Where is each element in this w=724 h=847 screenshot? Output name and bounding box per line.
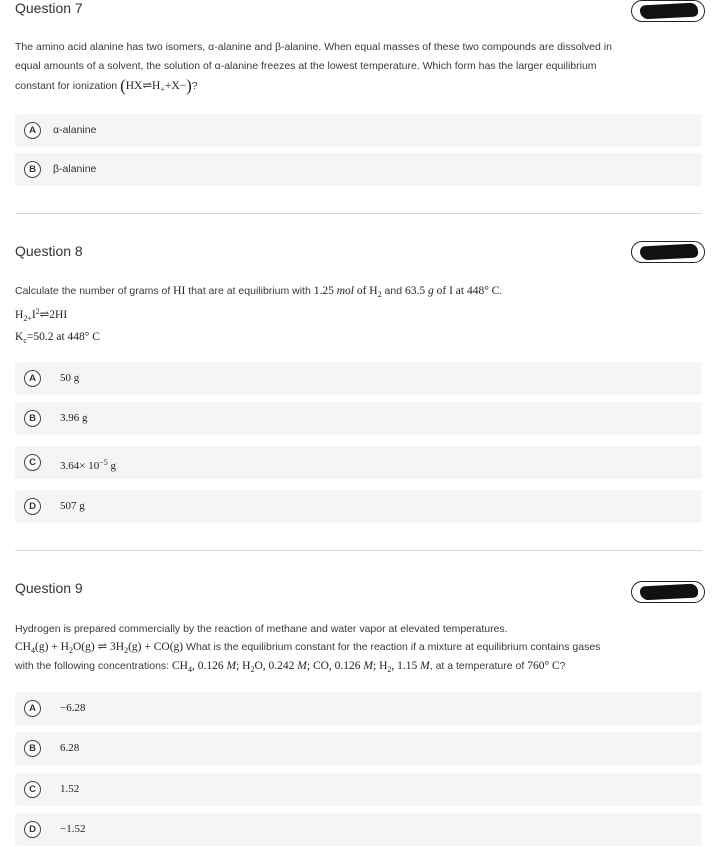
option-label: β-alanine	[53, 163, 97, 175]
option-label: −1.52	[60, 823, 86, 835]
option-label: $3.64\times 10^{-5}$ g	[60, 458, 116, 472]
redaction-blot	[631, 581, 705, 603]
ionization-formula: $HX\rightleftharpoons H_++X-$	[125, 80, 187, 94]
question-9-text-line-1: Hydrogen is prepared commercially by the reaction of methane and water vapor at elevated temperatures.	[15, 623, 508, 635]
question-7-title: Question 7	[15, 0, 83, 16]
methane-reaction-equation: $CH_4(g) + H_2O(g)$ ⇌ $3H_2(g) + CO(g)$	[15, 641, 184, 655]
answer-option-a[interactable]	[15, 362, 702, 395]
answer-option-d[interactable]	[15, 813, 702, 846]
answer-option-d[interactable]	[15, 490, 702, 523]
option-letter-badge: B	[24, 740, 41, 757]
option-letter-badge: D	[24, 821, 41, 838]
question-9-text-line-2: $CH_4(g) + H_2O(g)$ ⇌ $3H_2(g) + CO(g)$ What is the equilibrium constant for the reaction if a mixture at equilibrium contains gases	[15, 641, 601, 655]
option-label: 3.96 g	[60, 412, 88, 424]
question-divider	[15, 550, 702, 551]
option-label: 6.28	[60, 742, 80, 754]
question-divider	[15, 213, 702, 214]
option-letter-badge: A	[24, 122, 41, 139]
answer-option-c[interactable]	[15, 446, 702, 479]
option-letter-badge: A	[24, 370, 41, 387]
redaction-blot	[631, 241, 705, 263]
question-8-title: Question 8	[15, 243, 83, 259]
question-7-text-line-2: equal amounts of a solvent, the solution of α-alanine freezes at the lowest temperature. Which form has the larger equilibrium	[15, 60, 597, 72]
option-letter-badge: C	[24, 781, 41, 798]
option-letter-badge: B	[24, 410, 41, 427]
answer-option-b[interactable]	[15, 153, 702, 186]
option-letter-badge: A	[24, 700, 41, 717]
equilibrium-constant: $K_c=50.2$ at 448° C	[15, 331, 100, 345]
answer-option-b[interactable]	[15, 402, 702, 435]
answer-option-a[interactable]	[15, 692, 702, 725]
question-8-text-line-1: Calculate the number of grams of HI that are at equilibrium with 1.25 mol of $H_2$ and 63.5 g of I at 448° C.	[15, 285, 503, 299]
option-label: 507 g	[60, 500, 85, 512]
option-letter-badge: B	[24, 161, 41, 178]
question-9-text-line-3: with the following concentrations: $CH_4$, 0.126 M; $H_2O$, 0.242 M; CO, 0.126 M; $H_2$, 1.15 M, at a temperature of 760° C?	[15, 660, 566, 674]
option-label: 50 g	[60, 372, 80, 384]
reaction-equation: $H_{2+}I^2\rightleftharpoons 2HI$	[15, 307, 68, 323]
redaction-blot	[631, 0, 705, 22]
answer-option-a[interactable]	[15, 114, 702, 147]
question-7-text-line-1: The amino acid alanine has two isomers, α-alanine and β-alanine. When equal masses of these two compounds are dissolved in	[15, 41, 612, 53]
option-label: 1.52	[60, 783, 80, 795]
option-label: −6.28	[60, 702, 86, 714]
answer-option-b[interactable]	[15, 732, 702, 765]
question-7-text-prefix: constant for ionization	[15, 80, 118, 92]
option-letter-badge: C	[24, 454, 41, 471]
option-label: α-alanine	[53, 124, 97, 136]
answer-option-c[interactable]	[15, 773, 702, 806]
option-letter-badge: D	[24, 498, 41, 515]
question-9-title: Question 9	[15, 580, 83, 596]
question-7-text-line-3: constant for ionization $(HX\rightleftharpoons H_++X-)$?	[15, 76, 198, 95]
